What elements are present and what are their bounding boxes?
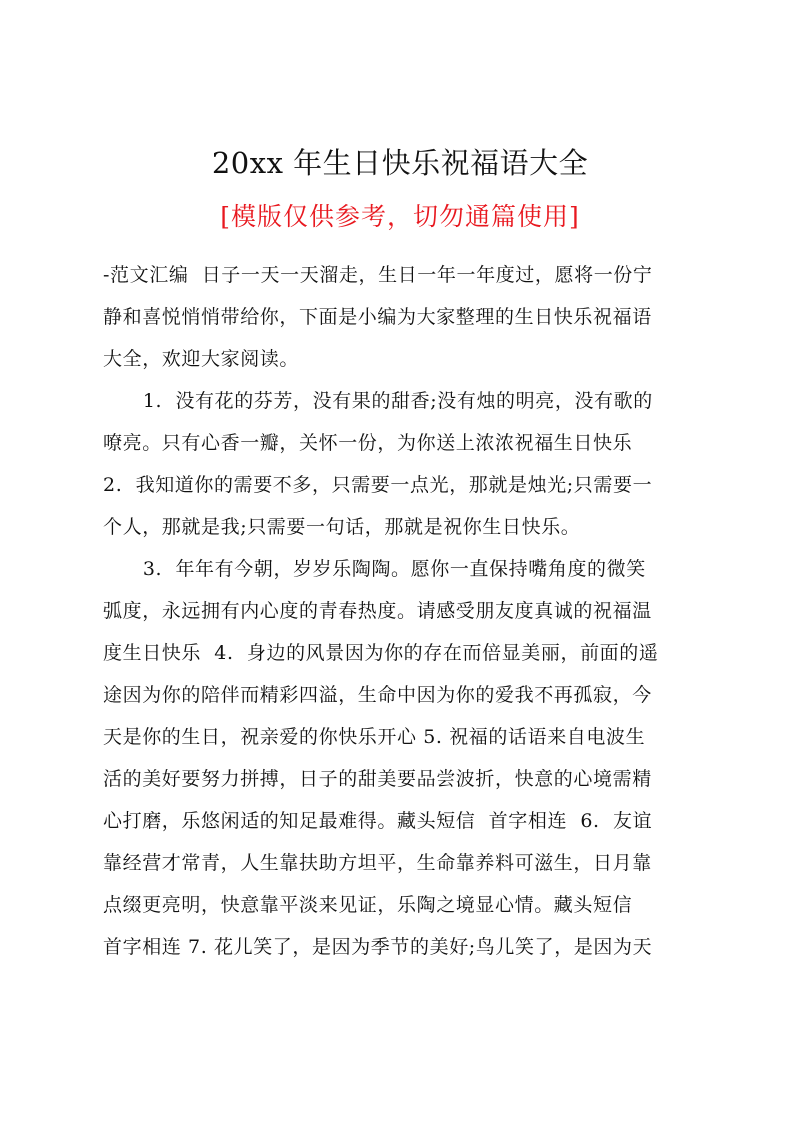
text-line: 大全，欢迎大家阅读。 — [103, 348, 300, 370]
text-line: 度生日快乐 4. 身边的风景因为你的存在而倍显美丽，前面的遥 — [103, 642, 659, 664]
paragraph-wishes-3-7 — [103, 548, 703, 968]
text-line: 2. 我知道你的需要不多，只需要一点光，那就是烛光;只需要一 — [103, 474, 653, 496]
text-line: -范文汇编 日子一天一天溜走，生日一年一年度过，愿将一份宁 — [103, 264, 653, 286]
text-line: 点缀更亮明，快意靠平淡来见证，乐陶之境显心情。藏头短信 — [103, 894, 633, 916]
text-line: 途因为你的陪伴而精彩四溢，生命中因为你的爱我不再孤寂，今 — [103, 684, 652, 706]
document-title: 20xx 年生日快乐祝福语大全 — [211, 146, 589, 180]
text-line: 1. 没有花的芬芳，没有果的甜香;没有烛的明亮，没有歌的 — [103, 390, 653, 412]
text-line: 首字相连 7. 花儿笑了，是因为季节的美好;鸟儿笑了，是因为天 — [103, 936, 653, 958]
text-line: 活的美好要努力拼搏，日子的甜美要品尝波折，快意的心境需精 — [103, 768, 652, 790]
text-line: 心打磨，乐悠闲适的知足最难得。藏头短信 首字相连 6. 友谊 — [103, 810, 653, 832]
paragraph-wishes-1-2 — [103, 380, 703, 548]
text-line: 静和喜悦悄悄带给你，下面是小编为大家整理的生日快乐祝福语 — [103, 306, 652, 328]
text-line: 3. 年年有今朝，岁岁乐陶陶。愿你一直保持嘴角度的微笑 — [103, 558, 646, 580]
text-line: 弧度，永远拥有内心度的青春热度。请感受朋友度真诚的祝福温 — [103, 600, 652, 622]
text-line: 个人，那就是我;只需要一句话，那就是祝你生日快乐。 — [103, 516, 581, 538]
text-line: 靠经营才常青，人生靠扶助方坦平，生命靠养料可滋生，日月靠 — [103, 852, 652, 874]
text-line: 嘹亮。只有心香一瓣，关怀一份，为你送上浓浓祝福生日快乐 — [103, 432, 633, 454]
paragraph-intro — [103, 254, 703, 380]
document-subtitle: [模版仅供参考，切勿通篇使用] — [220, 202, 580, 231]
text-line: 天是你的生日，祝亲爱的你快乐开心 5. 祝福的话语来自电波生 — [103, 726, 646, 748]
